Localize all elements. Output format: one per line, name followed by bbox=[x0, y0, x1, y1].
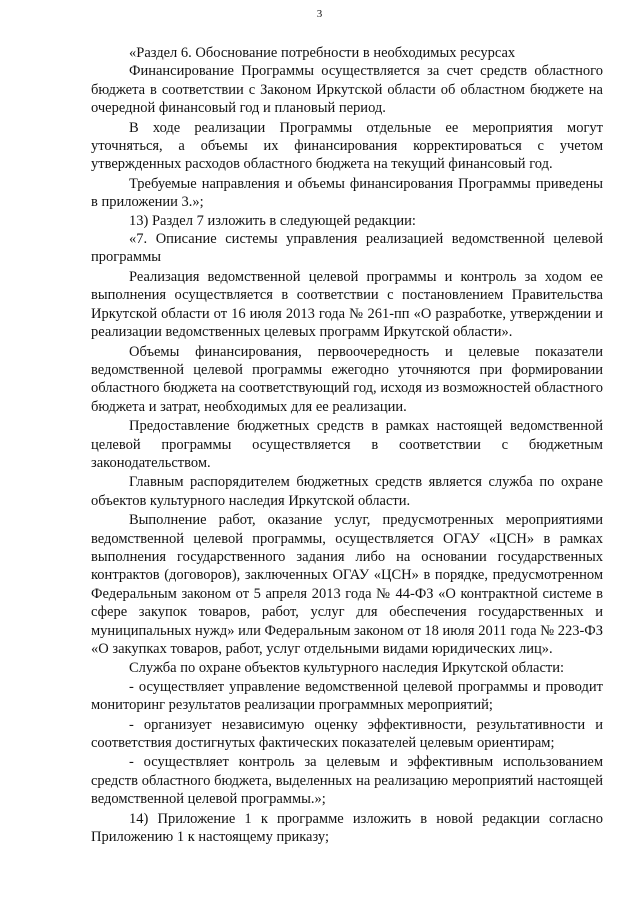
list-item-management: - осуществляет управление ведомственной целевой программы и проводит мониторинг результатов реализации программных мероприятий; bbox=[91, 678, 603, 714]
item-13-instruction: 13) Раздел 7 изложить в следующей редакции: bbox=[129, 212, 416, 229]
paragraph-chief-administrator: Главным распорядителем бюджетных средств является служба по охране объектов культурного наследия Иркутской области. bbox=[91, 474, 603, 509]
paragraph-financing-adjustment: В ходе реализации Программы отдельные ее мероприятия могут уточняться, а объемы их финансирования корректироваться с учетом утвержденных расходов областного бюджета на текущий финансовый год. bbox=[91, 119, 603, 173]
item-14-instruction: 14) Приложение 1 к программе изложить в новой редакции согласно Приложению 1 к настоящему приказу; bbox=[91, 810, 603, 846]
list-item-control: - осуществляет контроль за целевым и эффективным использованием средств областного бюджета, выделенных на реализацию мероприятий настоящей ведомственной целевой программы.»; bbox=[91, 754, 603, 808]
paragraph-budget-provision: Предоставление бюджетных средств в рамках настоящей ведомственной целевой программы осуществляется в соответствии с бюджетным законодательством. bbox=[91, 418, 603, 471]
page-number: 3 bbox=[316, 8, 323, 20]
paragraph-program-control: Реализация ведомственной целевой программы и контроль за ходом ее выполнения осуществляется в соответствии с постановлением Правительства Иркутской области от 16 июля 2013 года № 261-пп «О разработке, утверждении и реализации ведомственных целевых программ Иркутской области». bbox=[91, 268, 603, 341]
paragraph-works-execution: Выполнение работ, оказание услуг, предусмотренных мероприятиями ведомственной целевой программы, осуществляется ОГАУ «ЦСН» в рамках выполнения государственного задания либо на основании государственных контрактов (договоров), заключенных ОГАУ «ЦСН» в порядке, предусмотренном Федеральным законом от 5 апреля 2013 года № 44-ФЗ «О контрактной системе в сфере закупок товаров, работ, услуг для обеспечения государственных и муниципальных нужд» или Федеральным законом от 18 июля 2011 года № 223-ФЗ «О закупках товаров, работ, услуг отдельными видами юридических лиц». bbox=[91, 512, 603, 657]
document-body bbox=[91, 44, 603, 846]
paragraph-service-functions-intro: Служба по охране объектов культурного наследия Иркутской области: bbox=[129, 660, 565, 677]
section-7-heading: «7. Описание системы управления реализацией ведомственной целевой программы bbox=[91, 231, 603, 266]
section-6-heading: «Раздел 6. Обоснование потребности в необходимых ресурсах bbox=[129, 45, 516, 61]
list-item-evaluation: - организует независимую оценку эффективности, результативности и соответствия достигнутых фактических показателей целевым ориентирам; bbox=[91, 716, 603, 752]
paragraph-financing-source: Финансирование Программы осуществляется за счет средств областного бюджета в соответствии с Законом Иркутской области об областном бюджете на очередной финансовый год и плановый период. bbox=[91, 63, 603, 117]
paragraph-appendix-3-reference: Требуемые направления и объемы финансирования Программы приведены в приложении 3.»; bbox=[91, 175, 603, 211]
paragraph-funding-priorities: Объемы финансирования, первоочередность и целевые показатели ведомственной целевой программы ежегодно уточняются при формировании областного бюджета на соответствующий год, исходя из возможностей областного бюджета и затрат, необходимых для ее реализации. bbox=[91, 343, 603, 415]
